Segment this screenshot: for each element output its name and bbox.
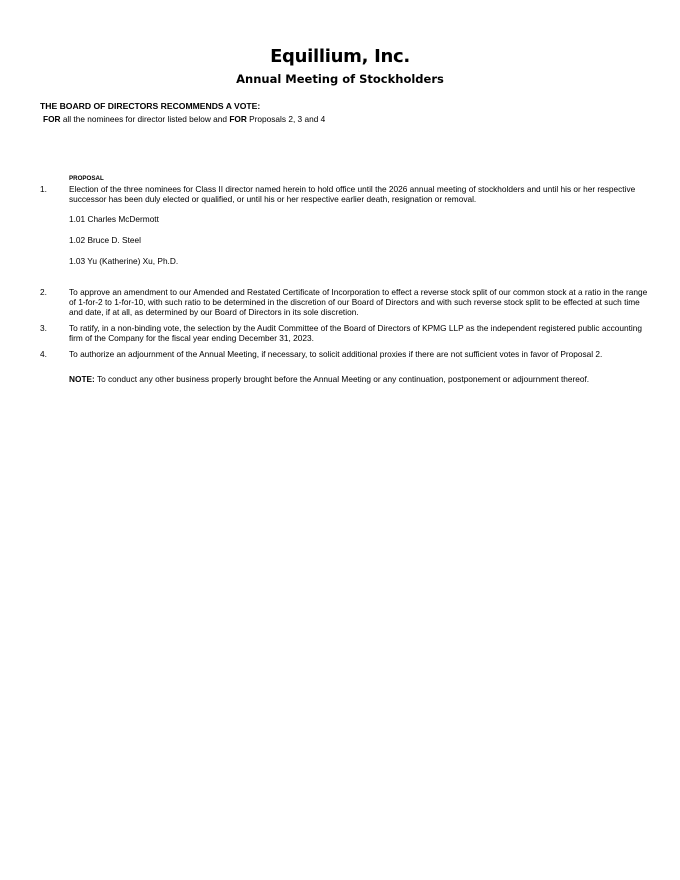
proposal-number: 2. [40,287,47,297]
for-label: FOR [43,114,61,124]
board-recommendation-heading: THE BOARD OF DIRECTORS RECOMMENDS A VOTE: [40,101,261,111]
proposal-number: 1. [40,184,47,194]
proposal-text: To approve an amendment to our Amended and Restated Certificate of Incorporation to effect a reverse stock split of our common stock at a ratio in the range of 1-for-2 to 1-for-10, with such ratio to be determined in the discretion of our Board of Directors and with such reverse stock split to be effected at such time and date, if at all, as determined by our Board of Directors in its sole discretion. [69,287,648,318]
meeting-title: Annual Meeting of Stockholders [236,72,444,86]
proposal-number: 4. [40,349,47,359]
proposal-column-label: PROPOSAL [69,175,104,182]
proposal-text: Election of the three nominees for Class II director named herein to hold office until the 2026 annual meeting of stockholders and until his or her respective successor has been duly elected or qualified, or until his or her respective earlier death, resignation or removal. [69,184,636,205]
proposal-number: 3. [40,323,47,333]
nominee-item: 1.02 Bruce D. Steel [69,235,141,245]
board-recommendation-text [43,114,325,124]
recommendation-text-part: all the nominees for director listed below and [60,114,230,124]
for-label: FOR [229,114,247,124]
note-text: To conduct any other business properly brought before the Annual Meeting or any continuation, postponement or adjournment thereof. [94,374,590,384]
nominee-item: 1.03 Yu (Katherine) Xu, Ph.D. [69,256,179,266]
proposal-text: To ratify, in a non-binding vote, the selection by the Audit Committee of the Board of Directors of KPMG LLP as the independent registered public accounting firm of the Company for the fiscal year ending December 31, 2023. [69,323,642,344]
proposal-text: To authorize an adjournment of the Annual Meeting, if necessary, to solicit additional proxies if there are not sufficient votes in favor of Proposal 2. [69,349,603,359]
nominee-item: 1.01 Charles McDermott [69,214,159,224]
note-label: NOTE: [69,374,95,384]
company-name: Equillium, Inc. [270,46,410,67]
note-line [69,374,589,384]
recommendation-text-part: Proposals 2, 3 and 4 [246,114,326,124]
